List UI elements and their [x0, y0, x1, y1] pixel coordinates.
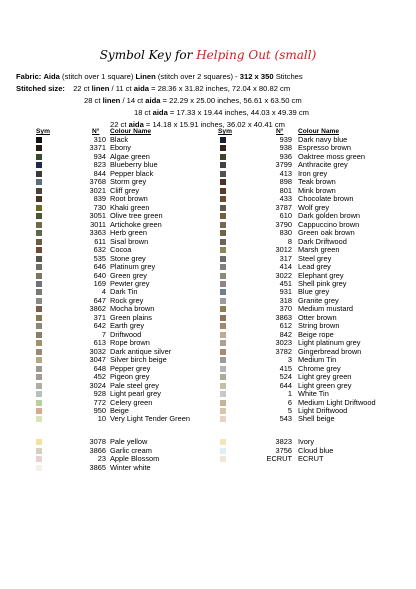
colour-name: Root brown [110, 194, 148, 204]
stitch-label: Stitches [275, 72, 303, 81]
symbol-swatch-icon [220, 179, 226, 185]
colour-row [36, 464, 236, 472]
colour-name: Iron grey [298, 168, 328, 178]
colour-name: Dark navy blue [298, 135, 348, 144]
colour-number: 3371 [89, 143, 106, 153]
colour-name: Beige [110, 406, 129, 415]
symbol-swatch-icon [36, 247, 42, 253]
colour-name: Green grey [110, 270, 147, 280]
symbol-swatch-icon [220, 298, 226, 304]
colour-name: Anthracite grey [298, 160, 348, 170]
colour-name: Cocoa [110, 245, 132, 255]
symbol-swatch-icon [36, 289, 42, 295]
symbol-swatch-icon [220, 162, 226, 168]
pattern-name: Helping Out (small) [196, 48, 317, 62]
page-title [0, 48, 416, 62]
colour-name: Stone grey [110, 253, 146, 263]
colour-number: 7 [101, 329, 106, 339]
colour-name: Medium mustard [298, 304, 354, 314]
symbol-swatch-icon [220, 323, 226, 329]
colour-number: 928 [93, 389, 106, 399]
symbol-swatch-icon [220, 289, 226, 295]
colour-name: Shell pink grey [298, 278, 347, 288]
colour-name: Dark Driftwood [298, 236, 347, 246]
size-label: Stitched size: [16, 84, 65, 93]
colour-name: Khaki green [110, 202, 150, 212]
colour-name: Granite grey [298, 295, 339, 305]
colour-name: Algae green [110, 151, 150, 161]
colour-name: Black [110, 135, 129, 144]
header-name-left: Colour Name [110, 128, 152, 135]
colour-number: 3863 [275, 312, 292, 322]
size-dims: = 28.36 x 31.82 inches, 72.04 x 80.82 cm [148, 84, 291, 93]
colour-name: Winter white [110, 462, 151, 472]
colour-name: Light grey green [298, 372, 352, 382]
colour-number: 413 [279, 168, 292, 178]
colour-name: Gingerbread brown [298, 346, 362, 356]
colour-name: Lead grey [298, 262, 331, 272]
size-line-2 [134, 108, 416, 117]
colour-number: 5 [287, 406, 292, 415]
symbol-swatch-icon [36, 264, 42, 270]
size-line-3 [110, 120, 416, 129]
colour-number: 3012 [275, 245, 292, 255]
colour-name: Espresso brown [298, 143, 351, 153]
size-dims: = 17.33 x 19.44 inches, 44.03 x 49.39 cm [167, 108, 310, 117]
symbol-swatch-icon [220, 332, 226, 338]
symbol-swatch-icon [220, 171, 226, 177]
colour-number: 647 [93, 295, 106, 305]
colour-number: 414 [279, 262, 292, 272]
symbol-swatch-icon [220, 400, 226, 406]
size-ct: 22 ct [110, 120, 127, 129]
colour-number: 3011 [90, 219, 106, 229]
symbol-swatch-icon [36, 171, 42, 177]
colour-number: 844 [93, 168, 106, 178]
colour-name: Ebony [110, 143, 131, 153]
colour-number: 3047 [89, 355, 106, 365]
colour-name: Platinum grey [110, 262, 156, 272]
symbol-swatch-icon [220, 256, 226, 262]
colour-number: 3022 [275, 270, 292, 280]
symbol-swatch-icon [36, 154, 42, 160]
colour-number: 3024 [89, 380, 106, 390]
symbol-swatch-icon [220, 196, 226, 202]
colour-number: 310 [93, 135, 106, 144]
colour-row [36, 136, 236, 144]
colour-number: 830 [279, 228, 292, 238]
colour-name: Cliff grey [110, 185, 140, 195]
size-fab: linen [102, 96, 121, 105]
symbol-swatch-icon [36, 391, 42, 397]
colour-name: ECRUT [298, 454, 324, 464]
colour-number: 3023 [275, 338, 292, 348]
colour-number: 3865 [89, 462, 106, 472]
colour-name: Cloud blue [298, 445, 334, 455]
colour-number: 3363 [89, 228, 106, 238]
symbol-swatch-icon [36, 366, 42, 372]
colour-name: Blueberry blue [110, 160, 158, 170]
symbol-swatch-icon [220, 230, 226, 236]
symbol-swatch-icon [36, 306, 42, 312]
colour-name: Silver birch beige [110, 355, 167, 365]
colour-number: 3021 [89, 185, 106, 195]
colour-name: Garlic cream [110, 445, 152, 455]
colour-number: 524 [279, 372, 292, 382]
colour-number: 898 [279, 177, 292, 187]
colour-name: Very Light Tender Green [110, 414, 190, 424]
size-ct: 22 ct [73, 84, 90, 93]
colour-name: Dark antique silver [110, 346, 172, 356]
colour-number: 839 [93, 194, 106, 204]
size-fab2: aida [133, 84, 149, 93]
header-num-right: N° [276, 128, 284, 135]
colour-name: Mink brown [298, 185, 336, 195]
symbol-swatch-icon [36, 256, 42, 262]
colour-name: Elephant grey [298, 270, 344, 280]
colour-number: 934 [93, 151, 106, 161]
symbol-swatch-icon [220, 340, 226, 346]
symbol-swatch-icon [36, 298, 42, 304]
colour-column-right [220, 136, 410, 464]
symbol-swatch-icon [220, 366, 226, 372]
colour-name: Beige rope [298, 329, 334, 339]
symbol-swatch-icon [36, 400, 42, 406]
colour-number: 3823 [275, 437, 292, 447]
symbol-swatch-icon [36, 145, 42, 151]
colour-name: Herb green [110, 228, 147, 238]
colour-number: 939 [279, 135, 292, 144]
symbol-swatch-icon [220, 239, 226, 245]
symbol-swatch-icon [220, 391, 226, 397]
colour-name: Otter brown [298, 312, 337, 322]
colour-name: Steel grey [298, 253, 332, 263]
symbol-swatch-icon [220, 213, 226, 219]
symbol-swatch-icon [36, 416, 42, 422]
colour-number: 3032 [89, 346, 106, 356]
symbol-swatch-icon [220, 264, 226, 270]
colour-name: Marsh green [298, 245, 340, 255]
colour-name: Shell beige [298, 414, 335, 424]
colour-number: 1 [287, 389, 292, 399]
colour-number: 3 [287, 355, 292, 365]
fabric-aida: Aida [43, 72, 60, 81]
colour-name: Driftwood [110, 329, 142, 339]
colour-number: 371 [93, 312, 106, 322]
colour-name: Olive tree green [110, 211, 163, 221]
colour-number: 317 [279, 253, 292, 263]
size-dims: = 14.18 x 15.91 inches, 36.02 x 40.41 cm [143, 120, 286, 129]
symbol-swatch-icon [36, 456, 42, 462]
colour-number: 646 [93, 262, 106, 272]
colour-name: Pigeon grey [110, 372, 150, 382]
colour-name: Artichoke green [110, 219, 162, 229]
colour-number: 451 [279, 278, 292, 288]
size-sep: / 11 ct [109, 84, 134, 93]
size-ct: 28 ct [84, 96, 101, 105]
colour-number: 4 [101, 287, 106, 297]
header-sym-left: Sym [36, 128, 50, 135]
colour-number: 730 [93, 202, 106, 212]
symbol-swatch-icon [220, 456, 226, 462]
symbol-swatch-icon [36, 357, 42, 363]
colour-number: 169 [93, 278, 106, 288]
header-name-right: Colour Name [298, 128, 340, 135]
symbol-swatch-icon [220, 145, 226, 151]
title-prefix: Symbol Key for [99, 48, 193, 62]
colour-number: 640 [93, 270, 106, 280]
colour-number: ECRUT [266, 454, 292, 464]
colour-name: Light pearl grey [110, 389, 161, 399]
colour-name: Earth grey [110, 321, 145, 331]
colour-number: 823 [93, 160, 106, 170]
symbol-swatch-icon [220, 448, 226, 454]
colour-number: 3768 [89, 177, 106, 187]
symbol-swatch-icon [220, 416, 226, 422]
colour-number: 535 [93, 253, 106, 263]
colour-number: 938 [279, 143, 292, 153]
colour-name: String brown [298, 321, 340, 331]
colour-number: 612 [279, 321, 292, 331]
symbol-swatch-icon [36, 281, 42, 287]
symbol-swatch-icon [220, 315, 226, 321]
colour-number: 8 [287, 236, 292, 246]
colour-number: 452 [93, 372, 106, 382]
symbol-swatch-icon [36, 213, 42, 219]
symbol-swatch-icon [220, 383, 226, 389]
fabric-aida-note: (stitch over 1 square) [62, 72, 134, 81]
symbol-swatch-icon [220, 357, 226, 363]
size-fab2: aida [128, 120, 144, 129]
symbol-swatch-icon [36, 439, 42, 445]
symbol-swatch-icon [36, 340, 42, 346]
colour-name: Mocha brown [110, 304, 155, 314]
symbol-swatch-icon [36, 205, 42, 211]
colour-name: Light platinum grey [298, 338, 361, 348]
colour-name: Pale yellow [110, 437, 148, 447]
fabric-linen: Linen [135, 72, 156, 81]
stitch-count: 312 x 350 [239, 72, 274, 81]
symbol-swatch-icon [36, 408, 42, 414]
colour-name: Rope brown [110, 338, 150, 348]
size-line-0 [16, 84, 416, 93]
symbol-swatch-icon [36, 323, 42, 329]
symbol-swatch-icon [36, 222, 42, 228]
colour-number: 3787 [275, 202, 292, 212]
colour-name: Green plains [110, 312, 152, 322]
symbol-swatch-icon [36, 273, 42, 279]
colour-number: 318 [279, 295, 292, 305]
symbol-swatch-icon [36, 383, 42, 389]
colour-name: Teak brown [298, 177, 336, 187]
symbol-swatch-icon [220, 439, 226, 445]
symbol-swatch-icon [36, 137, 42, 143]
colour-number: 543 [279, 414, 292, 424]
symbol-swatch-icon [220, 349, 226, 355]
colour-number: 642 [93, 321, 106, 331]
colour-name: Medium Tin [298, 355, 337, 365]
colour-name: Storm grey [110, 177, 147, 187]
size-sep: / 14 ct [120, 96, 146, 105]
colour-number: 3782 [275, 346, 292, 356]
colour-number: 632 [93, 245, 106, 255]
colour-name: Light Driftwood [298, 406, 348, 415]
colour-number: 3866 [89, 445, 106, 455]
fabric-label: Fabric: [16, 72, 42, 81]
colour-number: 3799 [275, 160, 292, 170]
colour-name: Wolf grey [298, 202, 330, 212]
colour-number: 644 [279, 380, 292, 390]
symbol-swatch-icon [36, 179, 42, 185]
colour-number: 613 [93, 338, 106, 348]
colour-name: Light green grey [298, 380, 352, 390]
colour-number: 648 [93, 363, 106, 373]
colour-number: 415 [279, 363, 292, 373]
symbol-swatch-icon [220, 374, 226, 380]
symbol-swatch-icon [36, 332, 42, 338]
colour-row [36, 415, 236, 432]
header-sym-right: Sym [218, 128, 232, 135]
colour-row [36, 399, 236, 407]
size-fab2: aida [145, 96, 161, 105]
fabric-linen-note: (stitch over 2 squares) - [157, 72, 238, 81]
colour-number: 6 [287, 397, 292, 407]
size-fab: linen [91, 84, 110, 93]
colour-name: Rock grey [110, 295, 144, 305]
colour-name: Apple Blossom [110, 454, 160, 464]
symbol-swatch-icon [36, 315, 42, 321]
colour-number: 611 [94, 236, 106, 246]
colour-row [220, 415, 410, 432]
colour-number: 3078 [89, 437, 106, 447]
colour-number: 3790 [275, 219, 292, 229]
symbol-swatch-icon [36, 188, 42, 194]
colour-name: Pale steel grey [110, 380, 159, 390]
size-ct: 18 ct [134, 108, 151, 117]
colour-name: Pepper grey [110, 363, 151, 373]
size-line-1 [84, 96, 416, 105]
colour-name: Ivory [298, 437, 315, 447]
symbol-swatch-icon [220, 408, 226, 414]
symbol-swatch-icon [36, 465, 42, 471]
colour-name: White Tin [298, 389, 329, 399]
symbol-swatch-icon [36, 196, 42, 202]
colour-number: 931 [279, 287, 292, 297]
colour-name: Pepper black [110, 168, 154, 178]
colour-name: Green oak brown [298, 228, 355, 238]
colour-row [36, 238, 236, 246]
symbol-swatch-icon [36, 239, 42, 245]
symbol-swatch-icon [220, 247, 226, 253]
colour-name: Celery green [110, 397, 153, 407]
colour-name: Pewter grey [110, 278, 150, 288]
colour-name: Cappuccino brown [298, 219, 360, 229]
symbol-swatch-icon [36, 162, 42, 168]
size-fab2: aida [152, 108, 168, 117]
colour-name: Blue grey [298, 287, 330, 297]
colour-number: 950 [93, 406, 106, 415]
colour-name: Medium Light Driftwood [298, 397, 376, 407]
colour-name: Chocolate brown [298, 194, 354, 204]
colour-row [220, 455, 410, 463]
header-num-left: N° [92, 128, 100, 135]
symbol-swatch-icon [36, 448, 42, 454]
symbol-swatch-icon [220, 306, 226, 312]
colour-name: Dark golden brown [298, 211, 361, 221]
colour-number: 23 [97, 454, 106, 464]
symbol-swatch-icon [36, 349, 42, 355]
symbol-swatch-icon [36, 374, 42, 380]
symbol-swatch-icon [220, 273, 226, 279]
colour-number: 3862 [89, 304, 106, 314]
colour-name: Chrome grey [298, 363, 341, 373]
symbol-swatch-icon [220, 137, 226, 143]
fabric-line [16, 72, 416, 81]
colour-number: 3051 [89, 211, 106, 221]
symbol-swatch-icon [220, 154, 226, 160]
colour-column-left [36, 136, 236, 472]
symbol-swatch-icon [220, 188, 226, 194]
symbol-swatch-icon [36, 230, 42, 236]
colour-name: Sisal brown [110, 236, 149, 246]
symbol-swatch-icon [220, 222, 226, 228]
colour-name: Dark Tin [110, 287, 138, 297]
colour-number: 610 [279, 211, 292, 221]
symbol-swatch-icon [220, 281, 226, 287]
colour-name: Oaktree moss green [298, 151, 365, 161]
colour-number: 842 [279, 329, 292, 339]
colour-number: 936 [279, 151, 292, 161]
colour-number: 10 [97, 414, 106, 424]
symbol-swatch-icon [220, 205, 226, 211]
colour-number: 801 [279, 185, 292, 195]
colour-number: 433 [279, 194, 292, 204]
colour-number: 772 [93, 397, 106, 407]
size-dims: = 22.29 x 25.00 inches, 56.61 x 63.50 cm [160, 96, 302, 105]
colour-number: 370 [279, 304, 292, 314]
colour-number: 3756 [275, 445, 292, 455]
